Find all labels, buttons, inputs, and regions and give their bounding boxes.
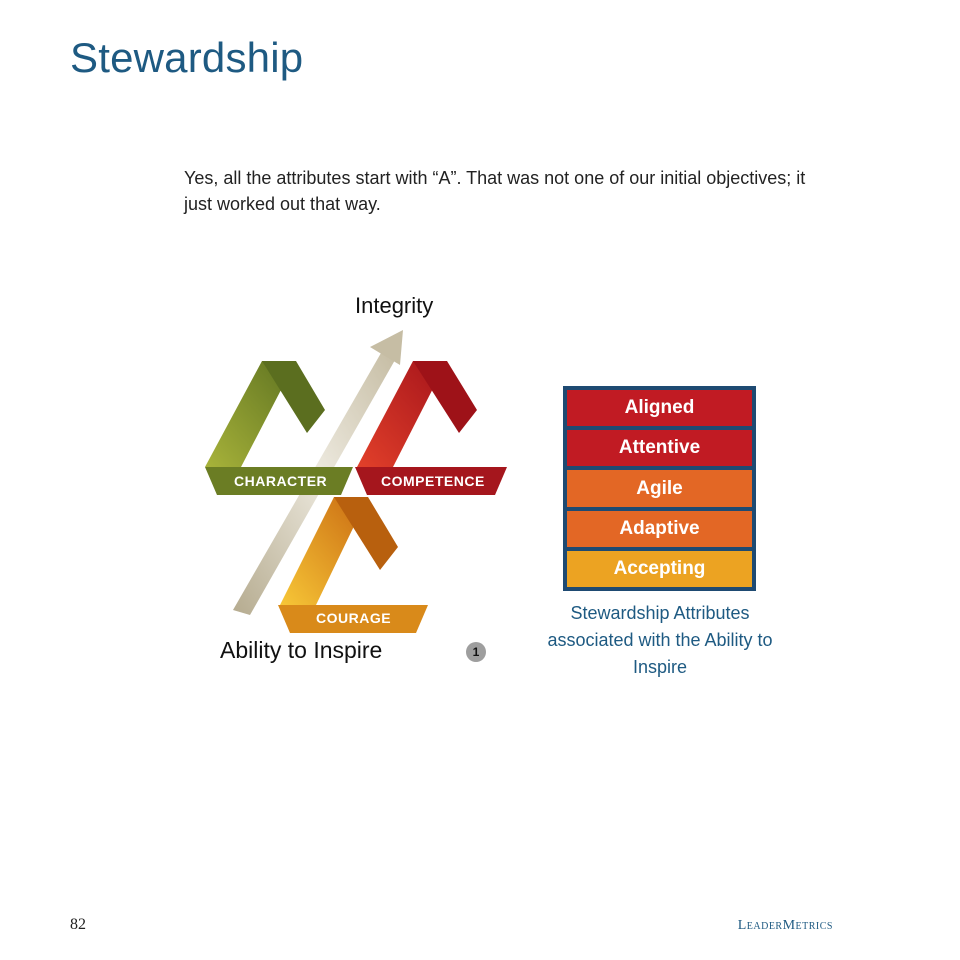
page-title: Stewardship — [70, 34, 304, 81]
brand-footer: LeaderMetrics — [737, 918, 833, 933]
callout-badge: 1 — [466, 642, 486, 662]
attributes-diagram — [195, 285, 525, 685]
integrity-label: Integrity — [355, 293, 434, 318]
attributes-caption: Stewardship Attributes associated with the Ability to Inspire — [547, 603, 773, 677]
attribute-accepting: Accepting — [567, 551, 752, 587]
courage-label: COURAGE — [316, 610, 392, 626]
intro-paragraph: Yes, all the attributes start with “A”. That was not one of our initial objectives; it just worked out that way. — [184, 168, 806, 214]
attribute-aligned: Aligned — [567, 390, 752, 426]
attribute-agile: Agile — [567, 470, 752, 506]
ability-to-inspire-label: Ability to Inspire — [220, 637, 383, 663]
competence-label: COMPETENCE — [381, 473, 485, 489]
attributes-list — [563, 386, 756, 591]
page-number: 82 — [70, 916, 86, 933]
character-label: CHARACTER — [234, 473, 328, 489]
attribute-adaptive: Adaptive — [567, 511, 752, 547]
attribute-attentive: Attentive — [567, 430, 752, 466]
